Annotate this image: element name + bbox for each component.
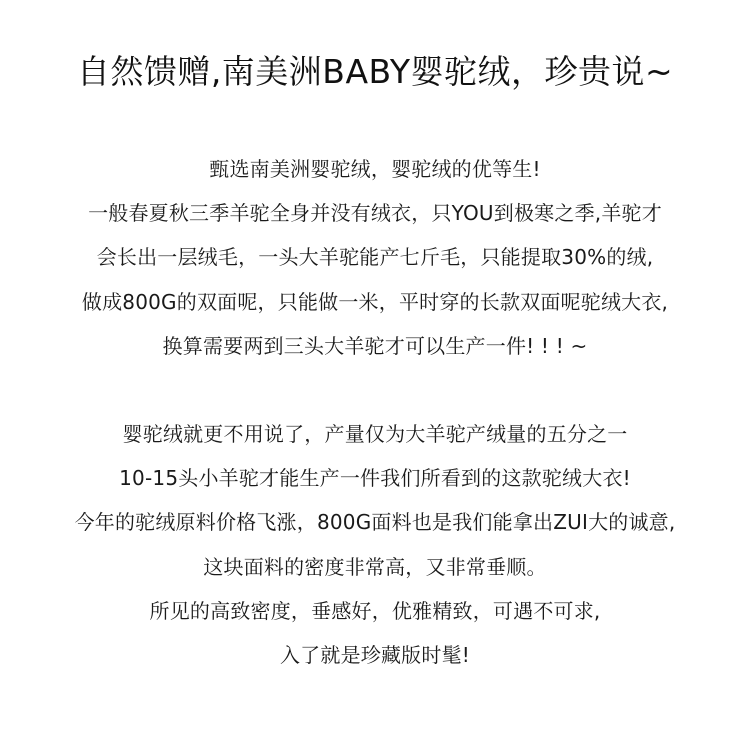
text-line: 换算需要两到三头大羊驼才可以生产一件! ! ! ~ bbox=[162, 333, 588, 358]
text-line: 甄选南美洲婴驼绒，婴驼绒的优等生! bbox=[209, 157, 541, 181]
text-line: 入了就是珍藏版时髦! bbox=[279, 643, 471, 668]
page-title: 自然馈赠,南美洲BABY婴驼绒，珍贵说~ bbox=[76, 52, 674, 91]
paragraph-baby-alpaca bbox=[0, 412, 750, 677]
text-line: 婴驼绒就更不用说了，产量仅为大羊驼产绒量的五分之一 bbox=[122, 422, 628, 446]
text-line: 这块面料的密度非常高，又非常垂顺。 bbox=[203, 554, 547, 579]
paragraph-material-origin bbox=[0, 147, 750, 368]
text-line: 10-15头小羊驼才能生产一件我们所看到的这款驼绒大衣! bbox=[119, 466, 631, 491]
text-line: 做成800G的双面呢，只能做一米，平时穿的长款双面呢驼绒大衣, bbox=[81, 289, 669, 314]
text-line: 一般春夏秋三季羊驼全身并没有绒衣，只YOU到极寒之季,羊驼才 bbox=[88, 201, 662, 226]
text-line: 会长出一层绒毛，一头大羊驼能产七斤毛，只能提取30%的绒, bbox=[96, 245, 654, 270]
text-line: 今年的驼绒原料价格飞涨，800G面料也是我们能拿出ZUI大的诚意, bbox=[74, 510, 676, 535]
text-line: 所见的高致密度，垂感好，优雅精致，可遇不可求, bbox=[149, 598, 601, 623]
